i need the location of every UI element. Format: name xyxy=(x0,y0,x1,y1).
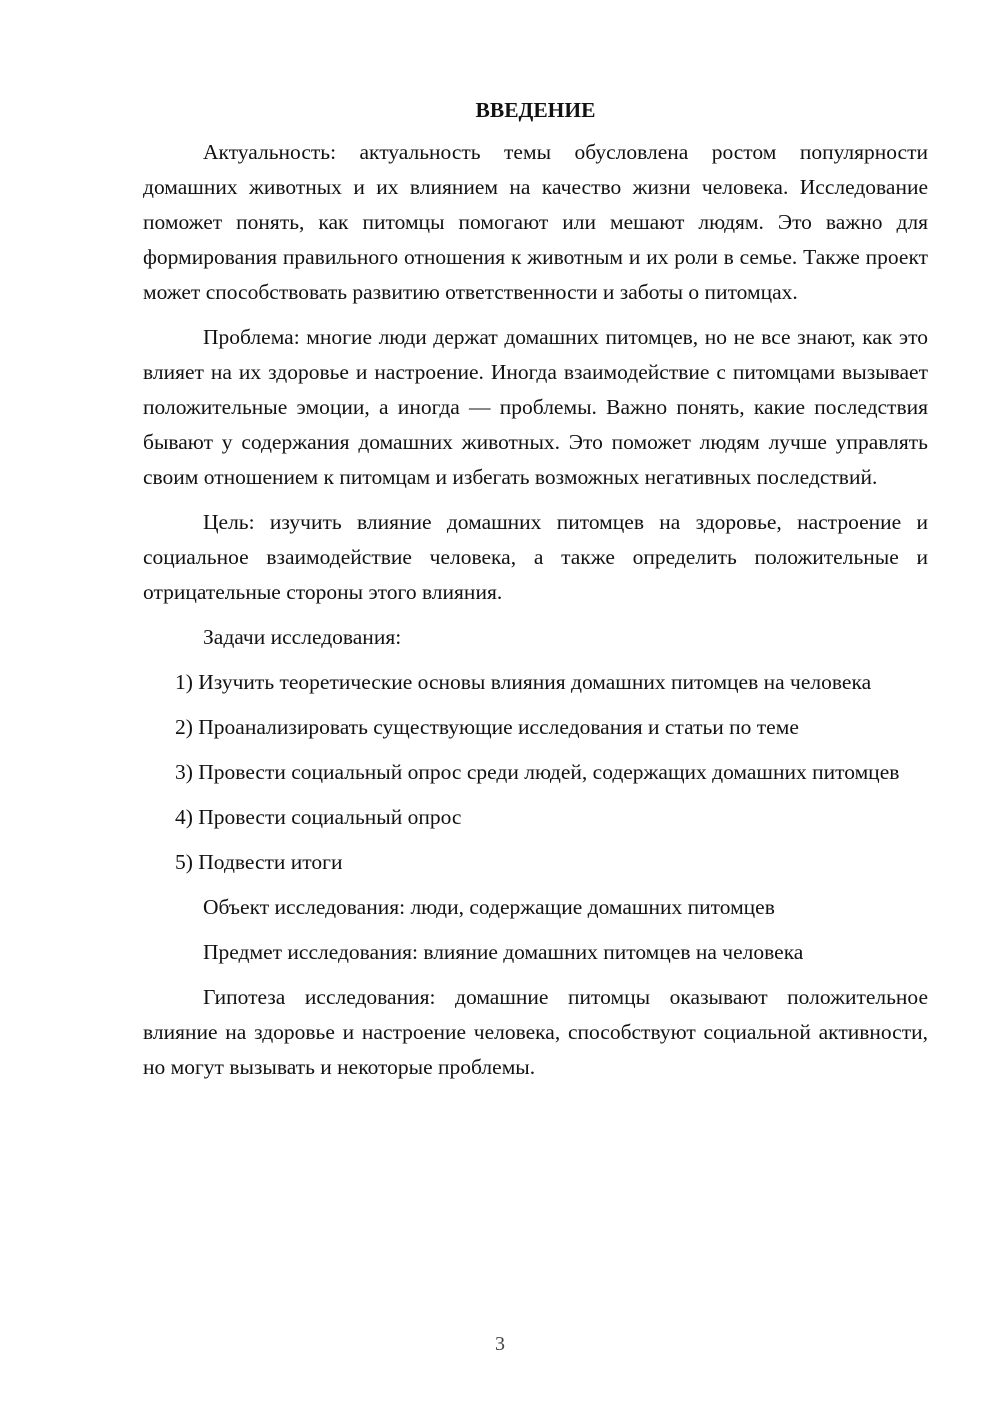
task-item: 1) Изучить теоретические основы влияния домашних питомцев на человека xyxy=(175,670,872,694)
goal-paragraph: Цель: изучить влияние домашних питомцев на здоровье, настроение и социальное взаимодействие человека, а также определить положительные и отрицательные стороны этого влияния. xyxy=(143,510,928,604)
tasks-heading: Задачи исследования: xyxy=(203,625,402,649)
task-item: 5) Подвести итоги xyxy=(175,850,343,874)
page-title: ВВЕДЕНИЕ xyxy=(475,98,596,122)
subject-paragraph: Предмет исследования: влияние домашних питомцев на человека xyxy=(203,940,804,964)
task-item: 4) Провести социальный опрос xyxy=(175,805,462,829)
problem-paragraph: Проблема: многие люди держат домашних питомцев, но не все знают, как это влияет на их здоровье и настроение. Иногда взаимодействие с питомцами вызывает положительные эмоции, а иногда — проблемы. Важно понять, какие последствия бывают у содержания домашних животных. Это поможет людям лучше управлять своим отношением к питомцам и избегать возможных негативных последствий. xyxy=(143,325,928,489)
task-item: 3) Провести социальный опрос среди людей, содержащих домашних питомцев xyxy=(175,760,900,784)
page-number: 3 xyxy=(495,1333,505,1355)
object-paragraph: Объект исследования: люди, содержащие домашних питомцев xyxy=(203,895,775,919)
relevance-paragraph: Актуальность: актуальность темы обусловлена ростом популярности домашних животных и их влиянием на качество жизни человека. Исследование поможет понять, как питомцы помогают или мешают людям. Это важно для формирования правильного отношения к животным и их роли в семье. Также проект может способствовать развитию ответственности и заботы о питомцах. xyxy=(143,140,928,304)
document-page xyxy=(143,95,928,1095)
hypothesis-paragraph: Гипотеза исследования: домашние питомцы оказывают положительное влияние на здоровье и настроение человека, способствуют социальной активности, но могут вызывать и некоторые проблемы. xyxy=(143,985,928,1079)
task-item: 2) Проанализировать существующие исследования и статьи по теме xyxy=(175,715,799,739)
